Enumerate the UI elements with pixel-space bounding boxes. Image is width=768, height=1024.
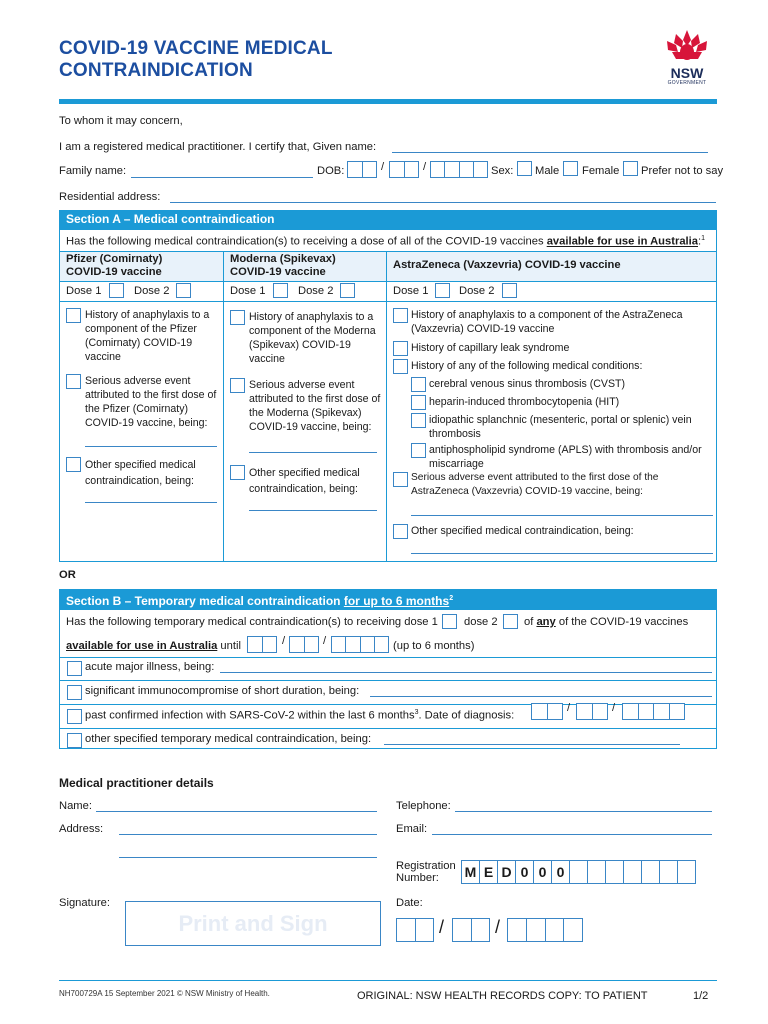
row-divider: [60, 657, 716, 658]
reg-char: 0: [551, 860, 570, 884]
signature-date-day-field[interactable]: [396, 918, 434, 942]
footnote-3: 3: [414, 709, 419, 716]
diagnosis-slash: /: [612, 702, 616, 714]
pfizer-dose2-label: Dose 2: [134, 285, 170, 297]
until-day-field[interactable]: [247, 636, 277, 653]
section-b-dose2-label: dose 2: [464, 616, 498, 628]
az-apls-label: antiphospholipid syndrome (APLS) with thrombosis and/or miscarriage: [429, 444, 702, 470]
pfizer-dose1-checkbox[interactable]: [109, 283, 124, 298]
az-medical-conditions-checkbox[interactable]: [393, 359, 408, 374]
certify-label: I am a registered medical practitioner. I certify that, Given name:: [59, 141, 377, 153]
given-name-field[interactable]: [392, 152, 708, 153]
section-a-heading: Section A – Medical contraindication: [59, 210, 717, 230]
sars-cov-2-checkbox[interactable]: [67, 709, 82, 724]
practitioner-name-label: Name:: [59, 800, 92, 812]
sex-prefer-not-label: Prefer not to say: [641, 165, 724, 177]
footnote-1: 1: [701, 235, 705, 242]
moderna-anaphylaxis-checkbox[interactable]: [230, 310, 245, 325]
section-a-question-bold: available for use in Australia: [546, 235, 698, 248]
pfizer-adverse-event-label: Serious adverse event attributed to the first dose of the Pfizer (Comirnaty) COVID-19 vaccine, being:: [85, 375, 217, 429]
section-b-question: Has the following temporary medical contraindication(s) to receiving dose 1: [66, 616, 438, 628]
moderna-other-field[interactable]: [249, 510, 377, 511]
row-divider: [60, 680, 716, 681]
practitioner-address-field[interactable]: [119, 834, 377, 835]
header-bar: [59, 99, 717, 104]
nsw-logo: [658, 28, 716, 84]
reg-char: [587, 860, 606, 884]
section-a-question-colon: :: [697, 235, 702, 248]
az-splanchnic-label: idiopathic splanchnic (mesenteric, portal or splenic) vein thrombosis: [429, 414, 692, 440]
page-title: [59, 38, 333, 82]
until-slash: /: [282, 635, 286, 647]
az-other-label: Other specified medical contraindication, being:: [411, 525, 634, 537]
reg-char: [641, 860, 660, 884]
practitioner-telephone-field[interactable]: [455, 811, 712, 812]
az-cvst-label: cerebral venous sinus thrombosis (CVST): [429, 378, 626, 390]
az-anaphylaxis-label: History of anaphylaxis to a component of the AstraZeneca (Vaxzevria) COVID-19 vaccine: [411, 309, 683, 335]
title-line-2: CONTRAINDICATION: [59, 60, 253, 81]
diagnosis-day-field[interactable]: [531, 703, 563, 720]
section-b-heading: [59, 589, 717, 610]
greeting: To whom it may concern,: [59, 115, 183, 127]
family-name-label: Family name:: [59, 165, 127, 177]
pfizer-other-checkbox[interactable]: [66, 457, 81, 472]
section-b-any-vaccines: [524, 616, 688, 628]
az-medical-conditions-label: History of any of the following medical conditions:: [411, 360, 643, 372]
reg-char: 0: [515, 860, 534, 884]
footer-code: NH700729A 15 September 2021 © NSW Ministry of Health.: [59, 989, 270, 998]
az-hit-checkbox[interactable]: [411, 395, 426, 410]
moderna-dose2-label: Dose 2: [298, 285, 334, 297]
moderna-dose2-checkbox[interactable]: [340, 283, 355, 298]
pfizer-adverse-event-field[interactable]: [85, 446, 217, 447]
practitioner-address-field-2[interactable]: [119, 857, 377, 858]
az-other-field[interactable]: [411, 553, 713, 554]
pfizer-other-label: Other specified medical contraindication, being:: [85, 459, 196, 487]
az-hit-label: heparin-induced thrombocytopenia (HIT): [429, 396, 620, 408]
dob-year-field[interactable]: [430, 161, 488, 178]
pfizer-column-heading: [66, 253, 162, 279]
other-temporary-field[interactable]: [384, 744, 680, 745]
page-number: 1/2: [693, 990, 709, 1002]
reg-char: [605, 860, 624, 884]
section-b-heading-text: Section B – Temporary medical contraindication: [66, 594, 344, 608]
until-slash: /: [323, 635, 327, 647]
pfizer-dose1-label: Dose 1: [66, 285, 102, 297]
pfizer-heading-line1: Pfizer (Comirnaty): [66, 253, 163, 265]
dob-slash: /: [381, 161, 385, 173]
sex-male-checkbox[interactable]: [517, 161, 532, 176]
practitioner-email-field[interactable]: [432, 834, 712, 835]
moderna-adverse-event-label: Serious adverse event attributed to the first dose of the Moderna (Spikevax) COVID-19 vaccine, being:: [249, 379, 381, 433]
or-label: OR: [59, 569, 76, 581]
reg-char: [659, 860, 678, 884]
practitioner-address-label: Address:: [59, 823, 104, 835]
moderna-other-checkbox[interactable]: [230, 465, 245, 480]
section-b-until: until: [220, 640, 241, 652]
acute-illness-label: acute major illness, being:: [85, 661, 215, 673]
acute-illness-field[interactable]: [220, 672, 712, 673]
registration-number-field[interactable]: [462, 860, 696, 884]
reg-char: E: [479, 860, 498, 884]
section-b-upto: (up to 6 months): [393, 640, 475, 652]
sex-male-label: Male: [535, 165, 560, 177]
az-adverse-event-checkbox[interactable]: [393, 472, 408, 487]
date-slash: /: [495, 917, 501, 937]
immunocompromise-label: significant immunocompromise of short duration, being:: [85, 685, 360, 697]
reg-char: 0: [533, 860, 552, 884]
diagnosis-date-label: . Date of diagnosis:: [418, 709, 515, 722]
logo-text: NSW: [670, 65, 704, 81]
section-a-question: [66, 235, 705, 248]
signature-date-year-field[interactable]: [507, 918, 583, 942]
pfizer-anaphylaxis-label: History of anaphylaxis to a component of the Pfizer (Comirnaty) COVID-19 vaccine: [85, 309, 210, 363]
moderna-other-label: Other specified medical contraindication, being:: [249, 467, 360, 495]
sex-female-label: Female: [582, 165, 620, 177]
sars-cov-2-text: past confirmed infection with SARS-CoV-2 within the last 6 months: [85, 709, 415, 722]
row-divider: [60, 704, 716, 705]
pfizer-heading-line2: COVID-19 vaccine: [66, 266, 162, 278]
acute-illness-checkbox[interactable]: [67, 661, 82, 676]
az-capillary-leak-checkbox[interactable]: [393, 341, 408, 356]
date-slash: /: [439, 917, 445, 937]
date-label: Date:: [396, 897, 423, 909]
moderna-dose1-checkbox[interactable]: [273, 283, 288, 298]
residential-address-field[interactable]: [170, 202, 716, 203]
az-apls-checkbox[interactable]: [411, 443, 426, 458]
reg-char: D: [497, 860, 516, 884]
family-name-field[interactable]: [131, 177, 313, 178]
residential-address-label: Residential address:: [59, 191, 161, 203]
section-a-question-text: Has the following medical contraindication(s) to receiving a dose of all of the COVID-19 vaccines: [66, 235, 547, 248]
reg-char: [677, 860, 696, 884]
registration-label-line1: Registration: [396, 860, 456, 872]
immunocompromise-field[interactable]: [370, 696, 712, 697]
moderna-anaphylaxis-label: History of anaphylaxis to a component of the Moderna (Spikevax) COVID-19 vaccine: [249, 311, 376, 365]
practitioner-name-field[interactable]: [96, 811, 377, 812]
practitioner-telephone-label: Telephone:: [396, 800, 451, 812]
signature-date-month-field[interactable]: [452, 918, 490, 942]
dob-month-field[interactable]: [389, 161, 419, 178]
dose-row-divider: [60, 301, 716, 302]
pfizer-other-field[interactable]: [85, 502, 217, 503]
practitioner-email-label: Email:: [396, 823, 428, 835]
az-dose2-checkbox[interactable]: [502, 283, 517, 298]
moderna-adverse-event-field[interactable]: [249, 452, 377, 453]
section-b-dose2-checkbox[interactable]: [503, 614, 518, 629]
sex-prefer-not-checkbox[interactable]: [623, 161, 638, 176]
section-b-of: of: [524, 616, 534, 628]
sex-label: Sex:: [491, 165, 514, 177]
az-other-checkbox[interactable]: [393, 524, 408, 539]
moderna-adverse-event-checkbox[interactable]: [230, 378, 245, 393]
diagnosis-month-field[interactable]: [576, 703, 608, 720]
section-b-available: available for use in Australia: [66, 640, 218, 652]
title-line-1: COVID-19 VACCINE MEDICAL: [59, 38, 333, 59]
az-cvst-checkbox[interactable]: [411, 377, 426, 392]
az-adverse-event-field[interactable]: [411, 515, 713, 516]
diagnosis-slash: /: [567, 702, 571, 714]
az-dose2-label: Dose 2: [459, 285, 495, 297]
immunocompromise-checkbox[interactable]: [67, 685, 82, 700]
dob-day-field[interactable]: [347, 161, 377, 178]
diagnosis-year-field[interactable]: [622, 703, 685, 720]
section-b-any: any: [536, 616, 556, 628]
reg-char: [623, 860, 642, 884]
until-month-field[interactable]: [289, 636, 319, 653]
az-dose1-label: Dose 1: [393, 285, 429, 297]
moderna-dose1-label: Dose 1: [230, 285, 266, 297]
moderna-heading-line2: COVID-19 vaccine: [230, 266, 326, 278]
dob-label: DOB:: [317, 165, 345, 177]
dob-slash: /: [423, 161, 427, 173]
signature-label: Signature:: [59, 897, 110, 909]
reg-char: [569, 860, 588, 884]
logo-subtext: GOVERNMENT: [667, 80, 707, 86]
section-b-until-line: [66, 640, 241, 652]
moderna-column-heading: [230, 253, 336, 279]
reg-char: M: [461, 860, 480, 884]
footer-original: ORIGINAL: NSW HEALTH RECORDS COPY: TO PATIENT: [357, 990, 648, 1002]
until-year-field[interactable]: [331, 636, 389, 653]
az-dose1-checkbox[interactable]: [435, 283, 450, 298]
registration-label-line2: Number:: [396, 872, 439, 884]
section-b-dose1-checkbox[interactable]: [442, 614, 457, 629]
other-temporary-label: other specified temporary medical contraindication, being:: [85, 733, 372, 745]
practitioner-heading: Medical practitioner details: [59, 776, 214, 790]
registration-label: [396, 860, 456, 884]
signature-box[interactable]: Print and Sign: [125, 901, 381, 946]
az-splanchnic-checkbox[interactable]: [411, 413, 426, 428]
column-divider: [223, 251, 224, 561]
section-b-heading-underlined: for up to 6 months: [343, 594, 450, 608]
astrazeneca-column-heading: AstraZeneca (Vaxzevria) COVID-19 vaccine: [393, 259, 621, 271]
az-adverse-event-label: Serious adverse event attributed to the first dose of the AstraZeneca (Vaxzevria) COVID-19 vaccine, being:: [411, 472, 659, 497]
section-b-vaccines: of the COVID-19 vaccines: [558, 616, 689, 628]
row-divider: [60, 728, 716, 729]
footer-divider: [59, 980, 717, 981]
az-capillary-leak-label: History of capillary leak syndrome: [411, 342, 570, 354]
column-divider: [386, 251, 387, 561]
pfizer-anaphylaxis-checkbox[interactable]: [66, 308, 81, 323]
other-temporary-checkbox[interactable]: [67, 733, 82, 748]
az-anaphylaxis-checkbox[interactable]: [393, 308, 408, 323]
sex-female-checkbox[interactable]: [563, 161, 578, 176]
moderna-heading-line1: Moderna (Spikevax): [230, 253, 336, 265]
pfizer-dose2-checkbox[interactable]: [176, 283, 191, 298]
waratah-flower-icon: [658, 28, 716, 64]
pfizer-adverse-event-checkbox[interactable]: [66, 374, 81, 389]
footnote-2: 2: [449, 595, 454, 602]
sars-cov-2-label: [85, 709, 514, 722]
